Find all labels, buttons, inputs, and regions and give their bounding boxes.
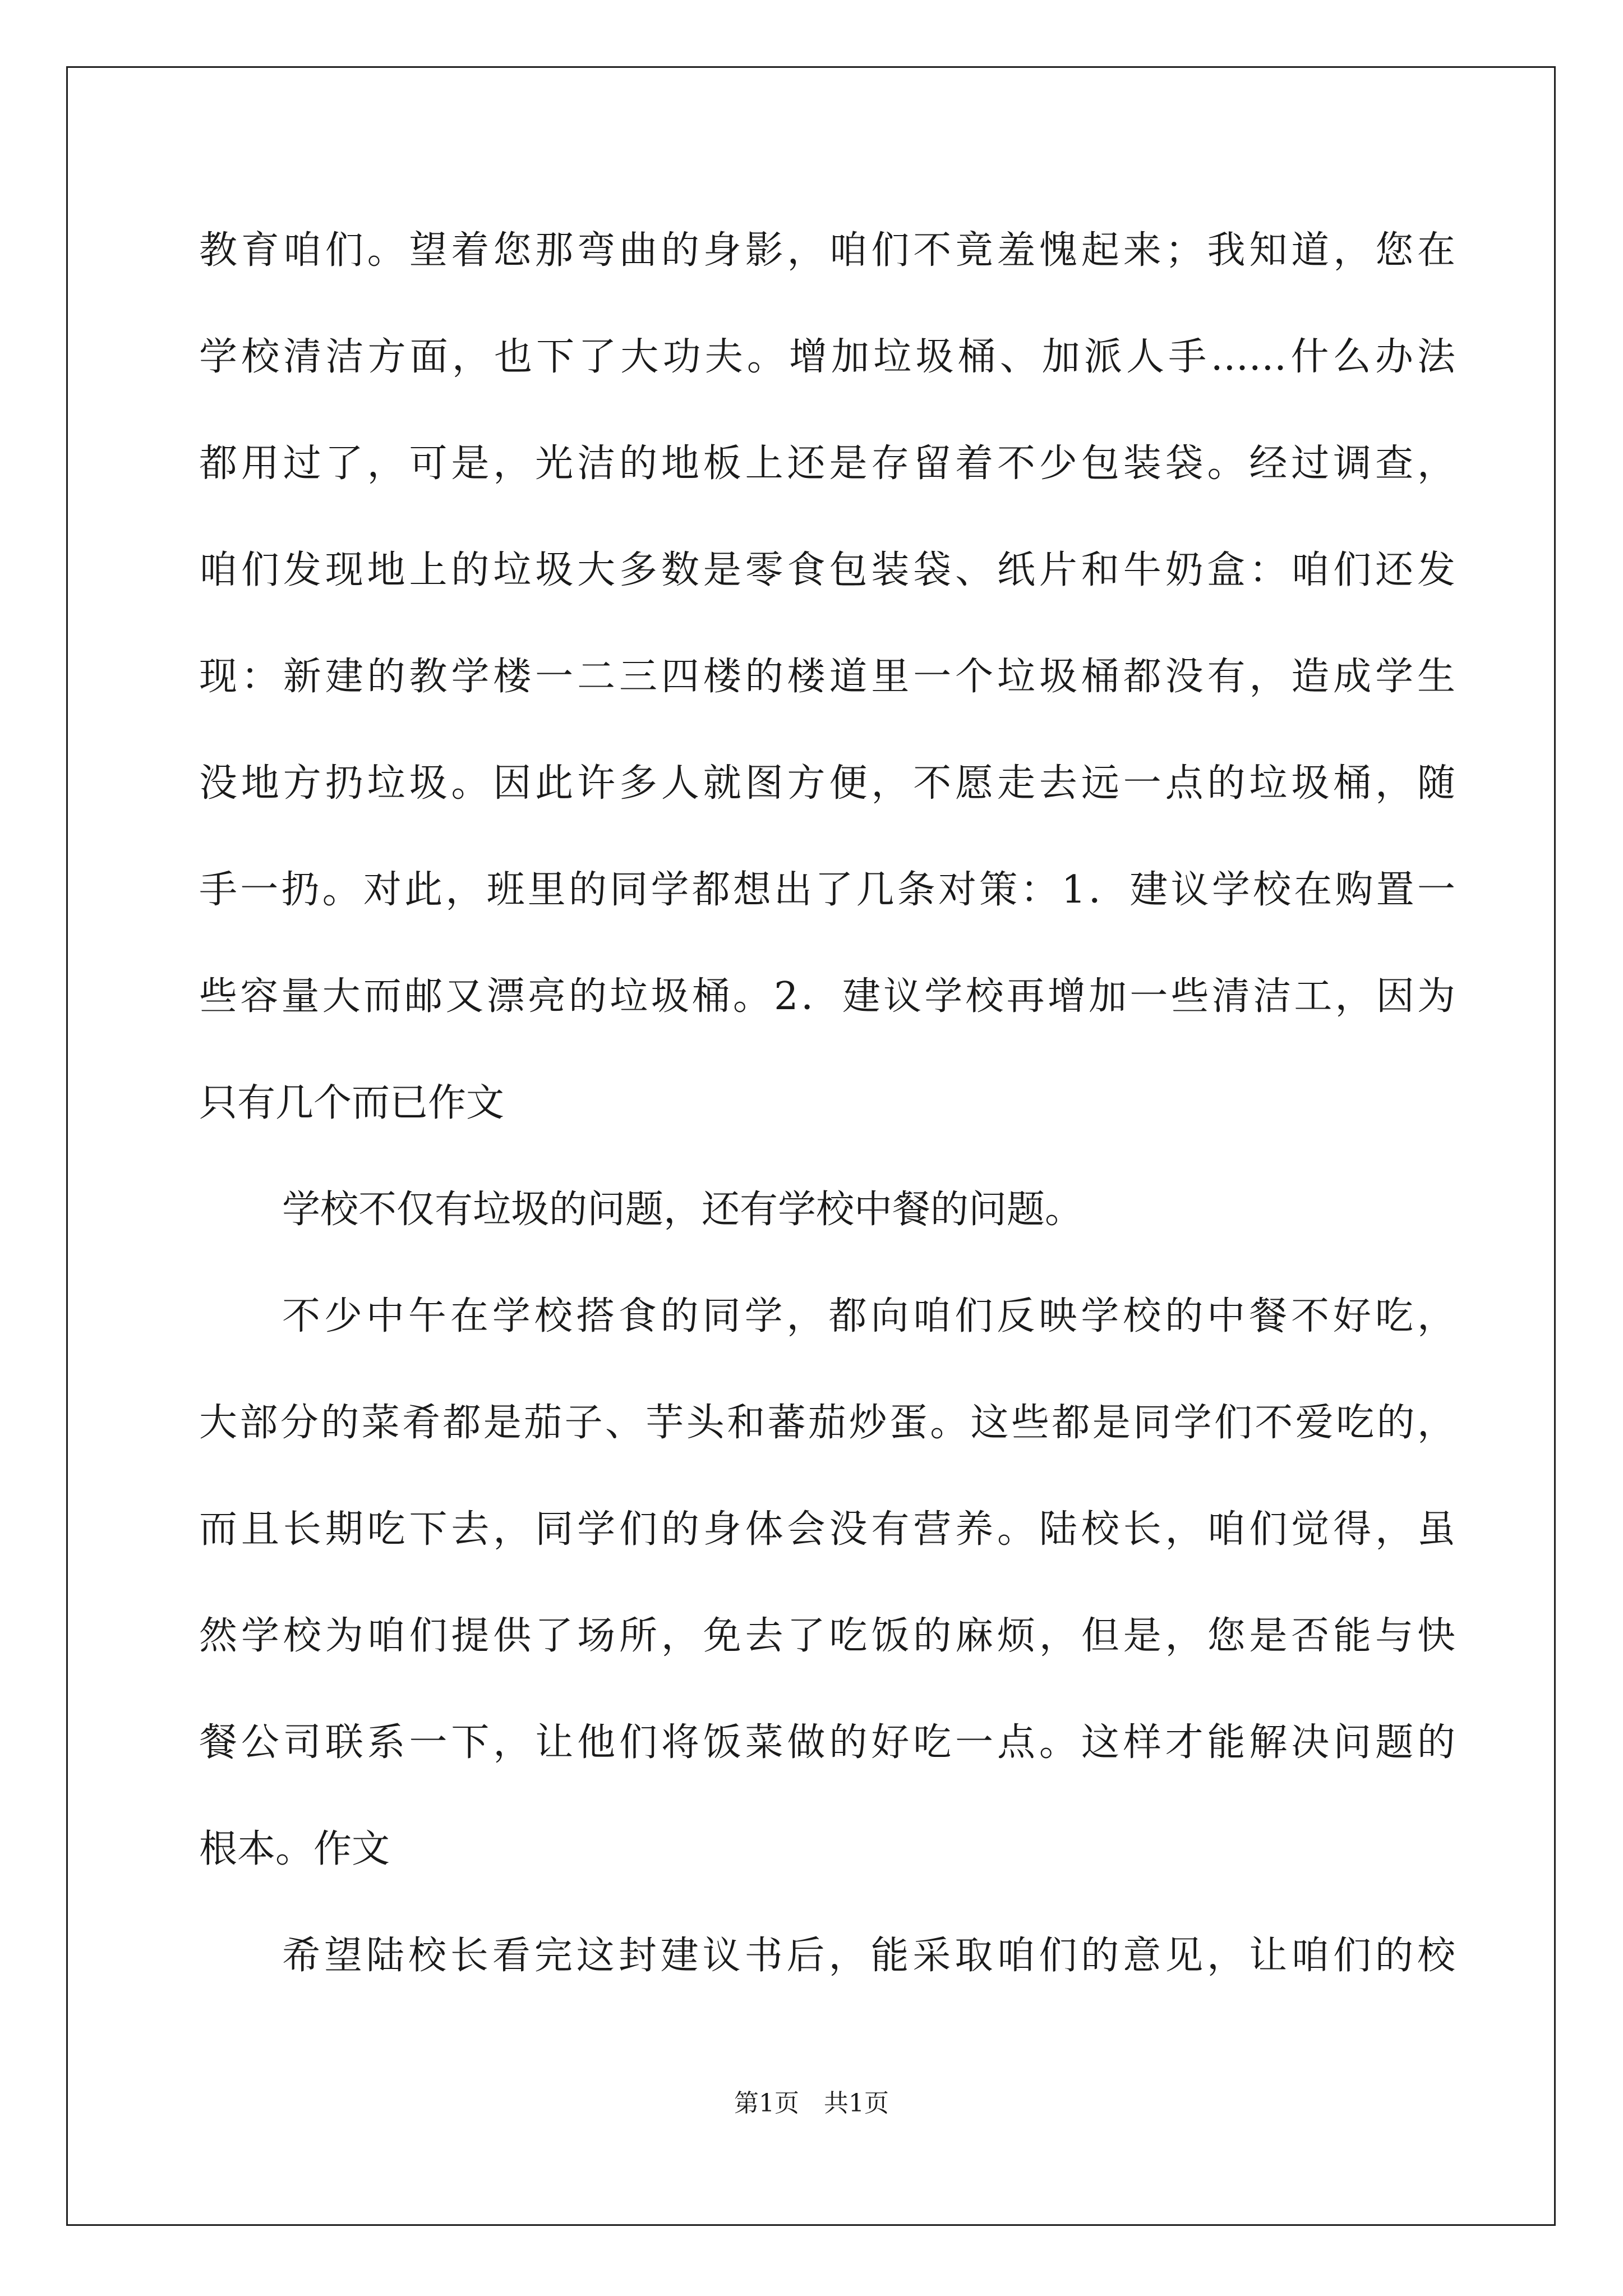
- page-number-footer: 第1页 共1页: [734, 2089, 889, 2118]
- text-line: 学校清洁方面，也下了大功夫。增加垃圾桶、加派人手……什么办法: [199, 335, 1455, 379]
- text-line: 都用过了，可是，光洁的地板上还是存留着不少包装袋。经过调查，: [199, 441, 1455, 486]
- text-line: 希望陆校长看完这封建议书后，能采取咱们的意见，让咱们的校: [282, 1934, 1455, 1978]
- text-line: 咱们发现地上的垃圾大多数是零食包装袋、纸片和牛奶盒：咱们还发: [199, 548, 1455, 592]
- text-line: 现：新建的教学楼一二三四楼的楼道里一个垃圾桶都没有，造成学生: [199, 655, 1455, 699]
- paragraph-4: [199, 1920, 1455, 2026]
- text-line: 教育咱们。望着您那弯曲的身影，咱们不竟羞愧起来；我知道，您在: [199, 228, 1455, 273]
- text-line: 餐公司联系一下，让他们将饭菜做的好吃一点。这样才能解决问题的: [199, 1720, 1455, 1765]
- text-line: 不少中午在学校搭食的同学，都向咱们反映学校的中餐不好吃，: [282, 1294, 1455, 1338]
- paragraph-3: [199, 1280, 1455, 1920]
- text-line: 而且长期吃下去，同学们的身体会没有营养。陆校长，咱们觉得，虽: [199, 1507, 1455, 1552]
- paragraph-1: [199, 214, 1455, 1174]
- text-line: 手一扔。对此，班里的同学都想出了几条对策：1．建议学校在购置一: [199, 868, 1455, 912]
- paragraph-2: [199, 1174, 1455, 1280]
- document-body: [199, 214, 1455, 2026]
- text-line: 根本。作文: [199, 1827, 390, 1871]
- text-line: 些容量大而邮又漂亮的垃圾桶。2．建议学校再增加一些清洁工，因为: [199, 974, 1455, 1019]
- text-line: 只有几个而已作文: [199, 1081, 505, 1125]
- text-line: 没地方扔垃圾。因此许多人就图方便，不愿走去远一点的垃圾桶，随: [199, 761, 1455, 806]
- text-line: 大部分的菜肴都是茄子、芋头和蕃茄炒蛋。这些都是同学们不爱吃的，: [199, 1401, 1455, 1445]
- text-line: 然学校为咱们提供了场所，免去了吃饭的麻烦，但是，您是否能与快: [199, 1614, 1455, 1658]
- text-line: 学校不仅有垃圾的问题，还有学校中餐的问题。: [282, 1188, 1083, 1232]
